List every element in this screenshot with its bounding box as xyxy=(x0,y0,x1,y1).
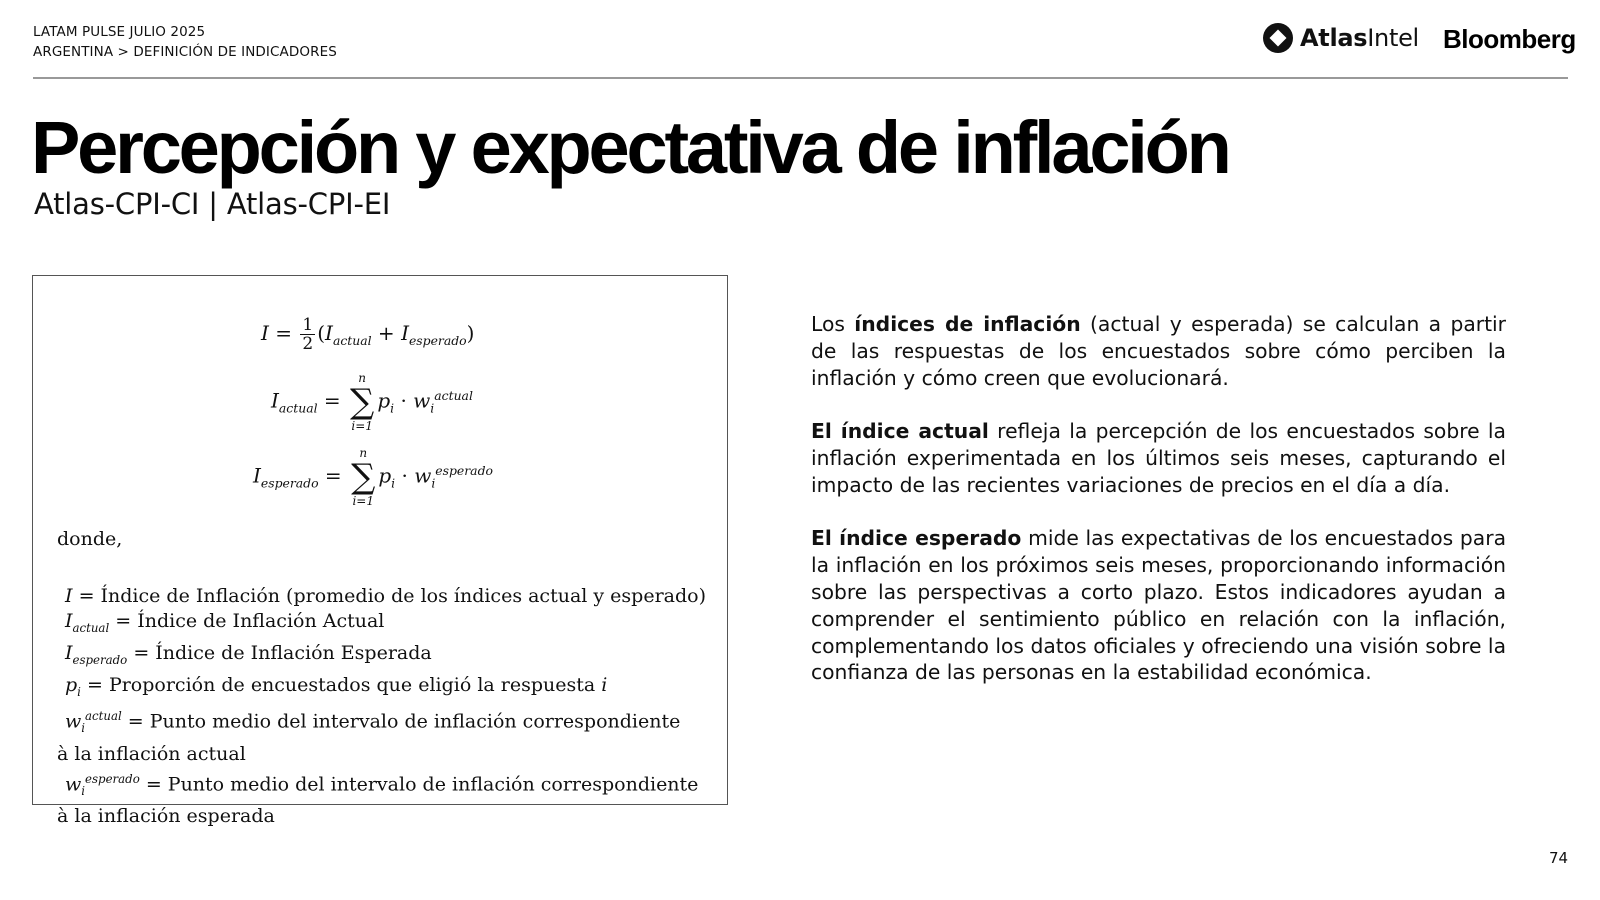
definition-continuation: à la inflación actual xyxy=(57,742,246,765)
definition-item: $p_i$ = Proporción de encuestados que eligió la respuesta i xyxy=(65,673,608,699)
page-subtitle: Atlas-CPI-CI | Atlas-CPI-EI xyxy=(34,187,391,221)
summation-symbol: n ∑ i=1 xyxy=(351,446,376,508)
definition-item: $I_{actual}$ = Índice de Inflación Actual xyxy=(65,610,385,635)
paragraph-indices: Los índices de inflación (actual y esperada) se calculan a partir de las respuestas de los encuestados sobre cómo perciben la inflación y cómo creen que evolucionará. xyxy=(811,312,1507,390)
equation-index-actual: $I_{actual}$ = n ∑ i=1 $p_i \cdot w_i^{actual}$ xyxy=(271,371,473,433)
page-title: Percepción y expectativa de inflación xyxy=(31,106,1229,189)
definition-item: $I_{esperado}$ = Índice de Inflación Esperada xyxy=(65,641,432,667)
formula-panel xyxy=(32,275,728,827)
atlasintel-logo-icon xyxy=(1262,22,1294,54)
report-name: LATAM PULSE JULIO 2025 xyxy=(33,24,206,40)
equation-index: I = $\frac{1}{2}$ $(I_{actual} + I_{esperado})$ xyxy=(261,315,475,354)
atlasintel-logo xyxy=(1262,22,1419,54)
definitions-list xyxy=(57,584,706,829)
page-number: 74 xyxy=(1549,849,1569,867)
donde-label: donde, xyxy=(57,528,123,550)
atlasintel-wordmark: AtlasIntel xyxy=(1300,24,1419,52)
paragraph-indice-esperado: El índice esperado mide las expectativas de los encuestados para la inflación en los próximos seis meses, proporcionando información sobre las perspectivas a corto plazo. Estos indicadores ayudan a comprender el sentimiento público en relación con la inflación, complementando los datos oficiales y ofreciendo una visión sobre la confianza de las personas en la estabilidad económica. xyxy=(811,526,1506,685)
definition-item: $w_i^{actual}$ = Punto medio del intervalo de inflación correspondiente xyxy=(65,709,681,736)
definition-item: $w_i^{esperado}$ = Punto medio del intervalo de inflación correspondiente xyxy=(65,771,699,798)
breadcrumb: ARGENTINA > DEFINICIÓN DE INDICADORES xyxy=(33,44,337,60)
fraction-one-half: $\frac{1}{2}$ xyxy=(302,315,314,354)
definition-item: I = Índice de Inflación (promedio de los índices actual y esperado) xyxy=(65,585,706,607)
paragraph-indice-actual: El índice actual refleja la percepción de los encuestados sobre la inflación experimentada en los últimos seis meses, capturando el impacto de las recientes variaciones de precios en el día a día. xyxy=(811,419,1506,497)
equation-index-esperado: $I_{esperado}$ = n ∑ i=1 $p_i \cdot w_i^{esperado}$ xyxy=(253,446,493,508)
definition-continuation: à la inflación esperada xyxy=(57,804,275,827)
summation-symbol: n ∑ i=1 xyxy=(350,371,375,433)
explanation-text xyxy=(811,311,1506,713)
report-header xyxy=(33,22,337,62)
header-divider xyxy=(33,77,1568,79)
bloomberg-logo: Bloomberg xyxy=(1443,24,1576,54)
